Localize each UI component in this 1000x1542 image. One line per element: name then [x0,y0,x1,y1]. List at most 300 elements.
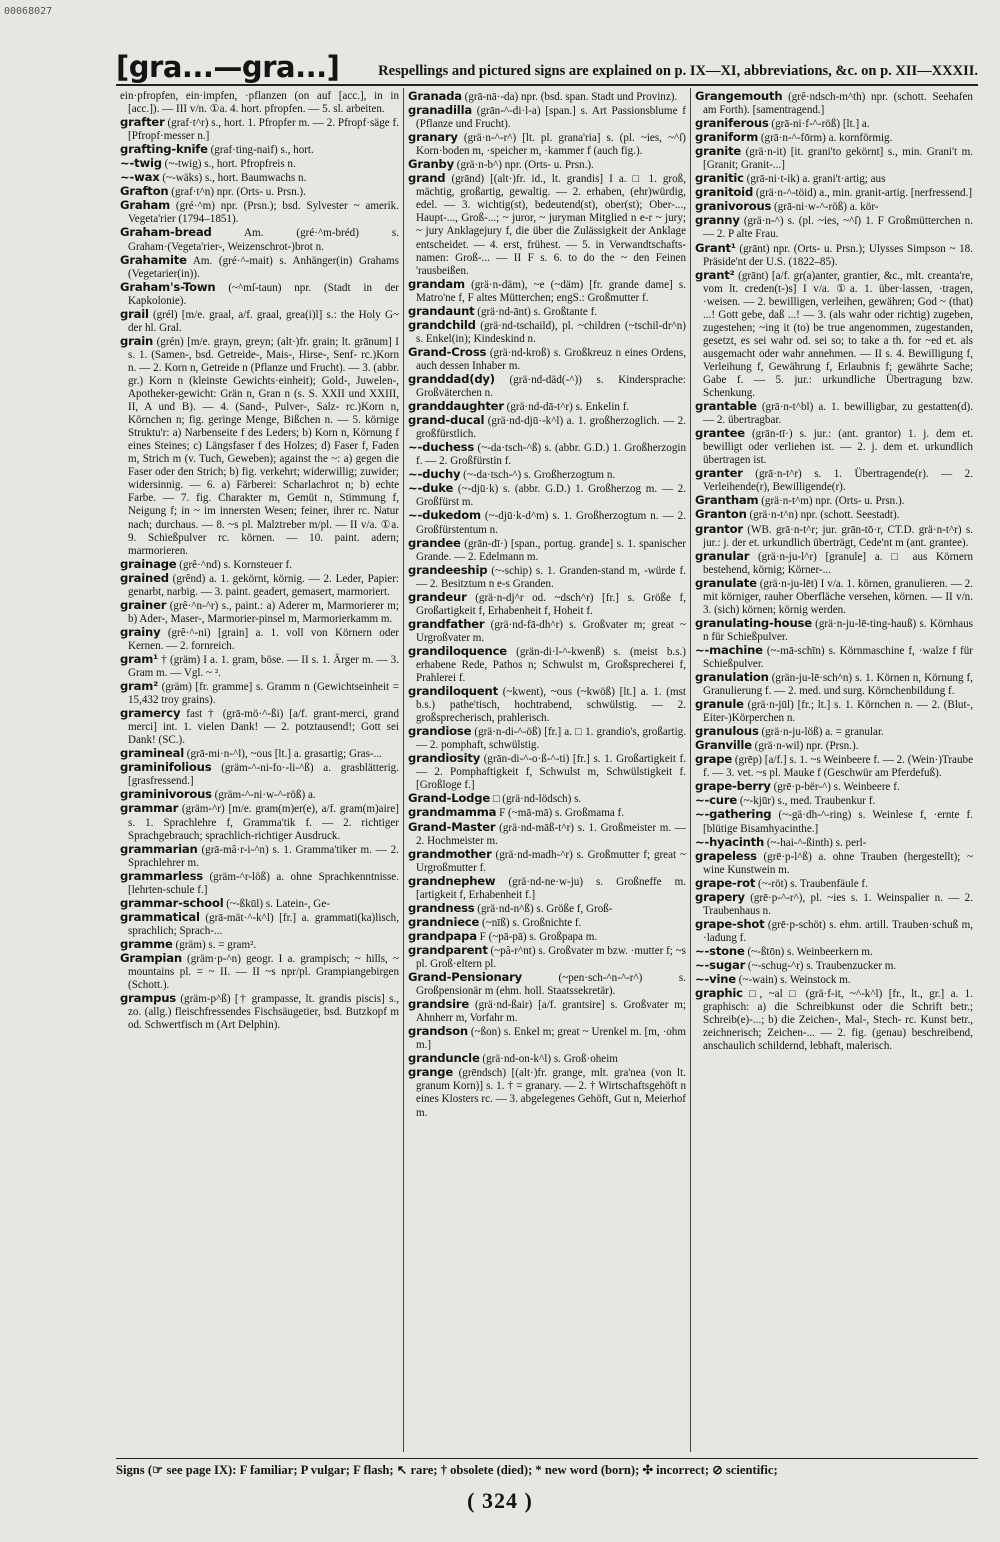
entry-headword: granule [695,697,744,712]
entry-headword: ~-hyacinth [695,834,765,849]
entry-text: (grānd) [(alt·)fr. id., lt. grandis] I a. □ 1. groß, mächtig, großartig, gewaltig. — 2. erhaben, (ehr)würdig, edel. — 3. wichtig(st), bedeutend(st), ober(st); Ober-..., Haupt-..., Groß-...; ~ juror, ~ juryman Mitglied n e-r ~ jury; ~ jury Anklagejury f, die über die Zulässigkeit der Anklage entscheidet. — 4. erst, frühest. — 5. in Verwandtschafts-namen: Groß-... — II F s. 6. to do the ~ den Feinen 'rausbeißen. [416,173,686,277]
entry-text: (grānt) npr. (Orts- u. Prsn.); Ulysses Simpson ~ 18. Präside'nt der U.S. (1822–85). [703,242,973,268]
entry-headword: ~-duke [408,481,454,496]
entry-headword: grandson [408,1024,468,1039]
entry-headword: ~-gathering [695,807,772,822]
entry-headword: gram² [120,679,158,694]
entry-headword: grammarian [120,841,198,856]
entry-text: (grä·n-dj^r od. ~dsch^r) [fr.] s. Größe f, Großartigkeit f, Erhabenheit f, Hoheit f. [416,591,686,617]
dictionary-entry [408,278,686,305]
entry-headword: granduncle [408,1051,480,1066]
entry-headword: Grantham [695,493,759,508]
dictionary-entry [695,617,973,644]
entry-headword: ~-machine [695,642,763,657]
entry-text: (~-wäks) s., hort. Baumwachs n. [162,172,307,185]
entry-text: (grén) [m/e. grayn, greyn; (alt·)fr. grain; lt. grānum] I s. 1. (Samen-, bsd. Getreide-, Mais-, Hirse-, Senf- rc.)Korn n. — 2. Korn n, Getreide n (Pflanze und Frucht). — 3. (abbr. gr.) Korn n (kleinste Gewichts·einheit); Gold-, Juwelen-, Apotheker-gewicht: Grän n, Gran n (s. S. XXII und XXIII, II, A und B). — 4. (Sand-, Pulver-, Salz- rc.)Korn n, Körnchen n; fig. geringe Menge, Bißchen n. — 5. körnige Struktu'r: a) Narbenseite f des Leders; b) Korn n, Körnung f eines Steines; c) Längsfaser f des Holzes; d) Faser f, Faden m, Strich m (v. Tuch, Geweben); against the ~: a) gegen die Faser oder den Strich; b) fig. verkehrt; widerwillig; zuwider; widersinnig. — 6. a) Färberei: Scharlachrot n; b) echte Farbe. — 7. fig. Charakter m, Gemüt n, Stimmung f, Neigung f; in ~ im innersten Wesen; feiner, ihrer rc. Natur nach; durchaus. — 8. ~s pl. Malztreber m/pl. — II v/a. ①a. 9. Schießpulver rc. körnen. — 10. paint. adern; marmorieren. [128,335,400,557]
dictionary-entry [695,494,973,508]
entry-headword: Granada [408,89,462,103]
entry-headword: grafter [120,115,165,130]
dictionary-entry [695,973,973,987]
entry-text: (grä·n-däm), ~e (~däm) [fr. grande dame] s. Matro'ne f, F altes Mütterchen; engS.: Großmutter f. [416,278,686,304]
entry-text: † (gräm) I a. 1. gram, böse. — II s. 1. Ärger m. — 3. Gram m. — Vgl. ~ ². [128,653,400,680]
entry-text: (gräm-^-ni·w-^-röß) a. [214,789,316,802]
entry-text: (grān-dī·) [span., portug. grande] s. 1. spanischer Grande. — 2. Edelmann m. [416,537,686,563]
dictionary-entry [695,850,973,877]
header-note: Respellings and pictured signs are explained on p. IX—XI, abbreviations, &c. on p. XII—XXXII. [378,63,978,79]
entry-text: (~-kjūr) s., med. Traubenkur f. [739,795,876,808]
dictionary-entry [408,509,686,536]
dictionary-entry [120,992,399,1032]
entry-text: (grä·n-t^n) npr. (schott. Seestadt). [749,509,900,522]
dictionary-entry [120,680,399,707]
dictionary-entry [120,802,399,842]
entry-text: (grä·n-^-töid) a., min. granit-artig. [nerfressend.] [755,187,973,200]
entry-headword: ~-wax [120,170,160,185]
entry-headword: ~-duchy [408,467,461,482]
entry-text: (grä·nd-däd(-^)) s. Kindersprache: Großväterchen n. [416,373,686,400]
entry-text: (gräm-^-ni-fo·-li-^ß) a. grasblätterig. [grasfressend.] [128,762,399,788]
dictionary-entry [120,143,399,157]
entry-text: (~-ßtōn) s. Weinbeerkern m. [747,945,873,958]
entry-text: (~pen·sch-^n-^-r^) s. Großpensionär m (ehm. holl. Staatssekretär). [416,972,686,998]
entry-headword: grammarless [120,868,203,883]
dictionary-entry [408,792,686,806]
entry-text: (~-schip) s. 1. Granden-stand m, -würde f. — 2. Besitztum n e-s Granden. [416,564,686,590]
dictionary-entry [695,918,973,945]
entry-headword: grafting-knife [120,142,208,157]
dictionary-entry [408,902,686,916]
entry-text: (grä·n-ju-lēt) I v/a. 1. körnen, granulieren. — 2. mit körniger, rauher Oberfläche versehen, körnen. — II v/n. 3. (sich) körnen; körnig werden. [703,577,973,616]
entry-headword: ~-stone [695,943,745,958]
entry-text: F (~mā-mā) s. Großmama f. [499,807,624,820]
entry-text: (grä·n-ju-lē-ting-hauß) s. Körnhaus n für Schießpulver. [703,617,973,643]
entry-headword: grandparent [408,942,488,957]
entry-headword: grandeeship [408,562,488,577]
entry-text: (grānt) [a/f. gr(a)anter, grantier, &c., mlt. creanta're, vom lt. creden(t-)s] I v/a. ①a. 1. über·lassen, ·tragen, ·weisen. — 2. bewilligen, verleihen, gewähren; God ~ (that) ...! Gott gebe, daß ...! — 3. (als wahr oder richtig) zugeben, zugestehen; ~ing it (to) be true angenommen, zugestanden, gesetzt, es sei wahr od. sei so; to take a th. for ~ed et. als ausgemacht oder wahr annehmen. — II s. 4. Bewilligung f, Verleihung f, Gewährung f, Erlaubnis f; gewährte Sache; Gabe f. — 5. jur.: urkundliche Übertragung bzw. Schenkung. [703,269,973,400]
entry-headword: ~-cure [695,793,738,808]
dictionary-entry [120,870,399,897]
entry-text: (grā-ni·f-^-röß) [lt.] a. [771,118,870,131]
dictionary-entry [408,930,686,944]
entry-text: (grä·nd-fā-dh^r) s. Großvater m; great ~ Urgroßvater m. [416,618,686,644]
page-number: ( 324 ) [467,1488,533,1513]
entry-text: (gräm-^r) [m/e. gram(m)er(e), a/f. gram(m)aire] s. 1. Sprachlehre f, Gramma'tik f. — 2. richtiger Sprachgebrauch; sprachlich-richtiger Ausdruck. [128,803,399,842]
entry-text: (grä·n-ju-löß) a. = granular. [761,726,884,739]
entry-headword: Grand-Master [408,819,496,834]
entry-text: (grā-nā·-da) npr. (bsd. span. Stadt und Provinz). [464,91,678,103]
entry-headword: grandeur [408,589,467,604]
entry-text: (~^mſ-taun) npr. (Stadt in der Kapkolonie). [128,281,399,307]
entry-text: (grē·p-l^ß) a. ohne Trauben (hergestellt); ~ wine Kunstwein m. [703,850,973,876]
dictionary-entry [120,199,399,226]
dictionary-entry [120,116,399,143]
dictionary-entry [120,626,399,653]
dictionary-entry [695,145,973,172]
entry-text: (grä·nd-dā-t^r) s. Enkelin f. [506,401,630,414]
entry-text: (~-röt) s. Traubenfäule f. [758,877,868,890]
entry-text: (grä·nd-ānt) s. Großtante f. [477,305,598,318]
entry-headword: gram¹ [120,651,158,666]
entry-text: (~kwent), ~ous (~kwöß) [lt.] a. 1. (mst b.s.) pathe'tisch, hochtrabend, schwülstig. — 2. großsprecherisch, prahlerisch. [416,686,686,725]
dictionary-entry [695,577,973,617]
entry-headword: gramme [120,936,173,951]
entry-text: (grä·nd-n^ß) s. Größe f, Groß- [477,902,613,915]
dictionary-entry [695,753,973,780]
entry-text: (grā-mâ·r-i-^n) s. 1. Gramma'tiker m. — 2. Sprachlehrer m. [128,843,400,869]
entry-text: F (~pā-pā) s. Großpapa m. [479,930,598,943]
entry-headword: grandsire [408,997,470,1012]
dictionary-entry [408,172,686,277]
entry-text: (~-twig) s., hort. Pfropfreis n. [164,158,296,171]
dictionary-entry [695,725,973,739]
dictionary-entry [695,200,973,214]
dictionary-entry [120,938,399,952]
entry-text: (grā·n-^-fōrm) a. kornförmig. [760,132,893,145]
dictionary-entry [120,558,399,572]
entry-text: (grê·^n-^r) s., paint.: a) Aderer m, Marmorierer m; b) Ader-, Maser-, Marmorier-pinsel m, Marmorierkamm m. [128,599,400,625]
dictionary-entry [695,794,973,808]
dictionary-entry [120,335,399,558]
entry-headword: grant² [695,267,735,282]
entry-text: (grä·nd-tschaild), pl. ~children (~tschil-dr^n) s. Enkel(in); Kindeskind n. [416,319,686,345]
dictionary-entry [695,671,973,698]
dictionary-entry [408,591,686,618]
entry-headword: Granton [695,507,747,522]
entry-text: (grā·n-t^r) s. 1. Übertragende(r). — 2. Verleihende(r), Bewilligende(r). [703,468,974,494]
dictionary-entry [695,523,973,550]
entry-headword: grandchild [408,317,476,332]
dictionary-entry [408,158,686,172]
entry-headword: grail [120,306,149,321]
entry-headword: grandpapa [408,928,477,943]
dictionary-entry [695,808,973,835]
dictionary-entry [695,214,973,241]
entry-headword: grandmamma [408,805,497,820]
entry-text: (grä·nd-madh-^r) s. Großmutter f; great ~ Urgroßmutter f. [416,848,686,874]
entry-headword: grandaunt [408,303,475,318]
entry-headword: gramineal [120,746,185,761]
entry-text: (grä·nd-māß-t^r) s. 1. Großmeister m. — 2. Hochmeister m. [416,821,686,847]
dictionary-entry [408,414,686,441]
page-id: 00068027 [4,6,53,17]
entry-text: (grä·nd-on-k^l) s. Groß·oheim [482,1053,618,1066]
entry-headword: Grahamite [120,252,187,267]
entry-text: (grä·nd-ne·w-ju) s. Großneffe m. [artigkeit f, Erhabenheit f.] [416,875,687,901]
dictionary-entry [408,319,686,346]
entry-text: (graf·t^n) npr. (Orts- u. Prsn.). [171,186,306,199]
dictionary-entry [695,836,973,850]
entry-headword: grain [120,333,154,348]
dictionary-entry [695,186,973,200]
entry-headword: grandness [408,900,475,915]
entry-headword: grampus [120,991,176,1006]
header-range: [gra...—gra...] [116,50,340,84]
entry-headword: granddaughter [408,399,504,414]
entry-text: (~-hai-^-ßinth) s. perl- [766,836,867,849]
entry-headword: Granville [695,738,752,753]
entry-headword: grained [120,570,169,585]
column-3 [690,88,977,1452]
dictionary-entry [120,843,399,870]
entry-headword: grand-ducal [408,413,485,428]
entry-headword: graminivorous [120,787,212,802]
entry-text: (grēndsch) [(alt·)fr. grange, mlt. gra'nea (von lt. granum Korn)] s. 1. † = granary. — 2. † Wirtschaftsgehöft n eines Klosters rc. — 3. abgelegenes Gehöft, Gut n, Meierhof m. [416,1067,686,1119]
entry-text: (graf·t^r) s., hort. 1. Pfropfer m. — 2. Pfropf·säge f. [Pfropf·messer n.] [128,117,400,143]
dictionary-entry [120,254,399,281]
entry-headword: grape-berry [695,779,771,794]
entry-text: (grä·nd-djū·-k^l) a. 1. großherzoglich. — 2. großfürstlich. [416,415,686,441]
entry-headword: grandiloquence [408,643,507,658]
dictionary-entry [408,1066,686,1119]
entry-headword: Grampian [120,951,182,965]
dictionary-entry [120,599,399,626]
dictionary-entry [408,685,686,725]
entry-text: (~-djū·k) s. (abbr. G.D.) 1. Großherzog m. — 2. Großfürst m. [416,483,686,509]
entry-text: (grê·ndsch-m^th) npr. (schott. Seehafen am Forth). [samentragend.] [703,91,973,117]
entry-text: (grän-ju-lē·sch^n) s. 1. Körnen n, Körnung f, Granulierung f. — 2. med. und surg. Körnchenbildung f. [703,672,973,698]
column-2 [403,88,690,1452]
entry-text: (gräm·p-^n) geogr. I a. grampisch; ~ hills, ~ mountains pl. = ~ II. — II ~s npr/pl. Grampiangebirgen (Schott.). [128,953,399,992]
dictionary-entry [408,400,686,414]
entry-text: (gräm-^r-löß) a. ohne Sprachkenntnisse. [lehrten-schule f.] [128,870,399,896]
dictionary-entry [408,537,686,564]
dictionary-entry [695,698,973,725]
entry-headword: ~-vine [695,972,736,987]
dictionary-entry [695,427,973,467]
entry-headword: granular [695,548,750,563]
entry-text: (graf·ting-naif) s., hort. [210,144,314,157]
entry-headword: ~-duchess [408,440,475,455]
dictionary-entry [695,877,973,891]
dictionary-entry [408,305,686,319]
entry-headword: graniform [695,130,759,145]
entry-text: (grê·^nd) s. Kornsteuer f. [179,558,292,571]
dictionary-entry [408,998,686,1025]
entry-headword: Graham-bread [120,225,212,240]
entry-headword: grapery [695,889,745,904]
dictionary-entry [120,653,399,680]
entry-text: (grä·n-it) [it. grani'to gekörnt] s., min. Grani't m. [Granit; Granit-...] [703,146,973,172]
entry-headword: grandam [408,276,465,291]
entry-headword: grandniece [408,914,480,929]
entry-text: (~-da·tsch-^ß) s. (abbr. G.D.) 1. Großherzogin f. — 2. Großfürstin f. [416,442,686,468]
entry-headword: grandiose [408,724,472,739]
entry-headword: granddad(dy) [408,371,495,386]
dictionary-entry [695,172,973,186]
dictionary-entry [695,400,973,427]
entry-headword: grange [408,1065,454,1080]
entry-text: (grān-di-^-o·ß-^-ti) [fr.] s. 1. Großartigkeit f. — 2. Pomphaftigkeit f, Schwulst m, Schwülstigkeit f. [Großloge f.] [416,753,686,792]
entry-headword: grammatical [120,909,200,924]
entry-headword: ~-sugar [695,958,746,972]
dictionary-columns [116,88,978,1452]
entry-headword: ~-dukedom [408,508,481,523]
entry-headword: Grangemouth [695,89,783,103]
dictionary-entry [695,117,973,131]
entry-text: (~-gä·dh-^-ring) s. Weinlese f, ·ernte f. [blütige Bisamhyacinthe.] [703,809,973,835]
entry-text: (grē·p-^-r^), pl. ~ies s. 1. Weinspalier n. — 2. Traubenhaus n. [703,891,973,917]
entry-headword: granadilla [408,103,472,118]
entry-headword: granivorous [695,199,772,214]
entry-text: Am. (gré·^-mait) s. Anhänger(in) Grahams (Vegetarier(in)). [128,254,399,280]
dictionary-entry [408,1052,686,1066]
entry-headword: Grand-Pensionary [408,970,523,985]
dictionary-entry [695,508,973,522]
entry-text: (~nīß) s. Großnichte f. [482,916,582,929]
dictionary-entry [408,468,686,482]
dictionary-entry [408,90,686,104]
column-1 [116,88,403,1452]
entry-text: (grä·n-wil) npr. (Prsn.). [754,740,859,753]
dictionary-entry [120,90,399,116]
entry-headword: Grand-Cross [408,344,487,359]
dictionary-entry [120,185,399,199]
entry-headword: grandmother [408,846,492,861]
entry-headword: Grand-Lodge [408,791,491,806]
dictionary-entry [408,131,686,158]
dictionary-entry [120,761,399,788]
dictionary-entry [408,1025,686,1052]
dictionary-entry [695,891,973,918]
entry-headword: grandiosity [408,751,481,766]
dictionary-entry [120,572,399,599]
dictionary-entry [408,564,686,591]
entry-headword: grape-shot [695,916,765,931]
entry-headword: grantor [695,521,743,536]
dictionary-entry [408,848,686,875]
dictionary-entry [408,971,686,998]
entry-headword: granter [695,466,743,481]
entry-headword: granulous [695,724,759,739]
entry-text: (~-wain) s. Weinstock m. [738,974,851,987]
entry-text: (gräm) s. = gram². [175,938,257,951]
entry-text: (grān-tī·) s. jur.: (ant. grantor) 1. j. dem et. bewilligt oder verliehen ist. — 2. j. dem et. urkundlich übertragen ist. [703,428,973,467]
entry-text: (grä·n-^-r^) [lt. pl. grana'ria] s. (pl. ~ies, ~^ſ) Korn·boden m, ·speicher m, ·kammer f (auch fig.). [416,132,686,158]
entry-headword: grand [408,171,446,186]
dictionary-entry [120,308,399,335]
entry-text: (gré·^m) npr. (Prsn.); bsd. Sylvester ~ amerik. Vegeta'rier (1794–1851). [128,200,399,226]
entry-text: (grél) [m/e. graal, a/f. graal, grea(i)l] s.: the Holy G~ der hl. Gral. [128,308,399,334]
entry-text: (grä·n-di-^-öß) [fr.] a. □ 1. grandio's, großartig. — 2. pomphaft, schwülstig. [416,726,686,752]
entry-text: (gräm-p^ß) [† grampasse, lt. grandis piscis] s., zo. (allg.) fleischfressendes Fischsäugetier, bsd. Butzkopf m od. Schwertfisch m (Art Delphin). [128,993,399,1032]
entry-headword: grainer [120,597,167,612]
entry-headword: granulating-house [695,615,812,630]
entry-headword: granulation [695,670,769,685]
entry-text: (grä·n-t^m) npr. (Orts- u. Prsn.). [761,495,905,508]
entry-headword: Granby [408,157,454,172]
entry-headword: granitoid [695,185,754,200]
dictionary-entry [695,467,973,494]
entry-text: (~-mā-schīn) s. Körnmaschine f, ·walze f für Schießpulver. [703,644,973,670]
entry-headword: grapeless [695,848,757,863]
entry-text: (grā-ni·t-ik) a. grani't·artig; aus [746,173,886,186]
entry-text: (~-schug-^r) s. Traubenzucker m. [747,960,897,972]
dictionary-entry [695,550,973,577]
entry-headword: granulate [695,575,757,590]
entry-text: (~-ßkūl) s. Latein-, Ge- [226,897,330,910]
dictionary-entry [408,104,686,131]
entry-headword: grainy [120,624,161,639]
dictionary-entry [408,441,686,468]
entry-text: (WB. grā·n-t^r; jur. grān-tō·r, CT.D. grä·n-t^r) s. jur.: j. der et. urkundlich überträgt, Cede'nt m (ant. grantee). [703,523,973,549]
dictionary-entry [695,739,973,753]
entry-headword: granary [408,130,458,145]
entry-headword: grantable [695,399,757,414]
entry-headword: grammar-school [120,895,224,910]
dictionary-entry [120,171,399,185]
entry-text: (grä·nd-kroß) s. Großkreuz n eines Ordens, auch dessen Inhaber m. [416,346,686,372]
entry-headword: grammar [120,801,179,816]
dictionary-entry [408,916,686,930]
dictionary-entry [695,644,973,671]
entry-headword: granny [695,213,740,228]
entry-text: (~ßon) s. Enkel m; great ~ Urenkel m. [m, ·ohm m.] [416,1026,686,1052]
entry-text: (grä·n-ju-l^r) [granule] a. □ aus Körnern bestehend, körnig; Körner-... [703,550,973,576]
entry-text: (grē·p-schöt) s. ehm. artill. Trauben·schuß m, ·ladung f. [703,918,973,944]
dictionary-entry [408,875,686,902]
entry-text: (grê·^-ni) [grain] a. 1. voll von Körnern oder Kernen. — 2. fornreich. [128,626,399,652]
entry-text: (grā·n-t^bl) a. 1. bewilligbar, zu gestatten(d). — 2. übertragbar. [703,401,973,427]
entry-headword: Grant¹ [695,240,736,255]
dictionary-entry [120,707,399,747]
entry-text: (grā-mät·^-k^l) [fr.] a. grammati(ka)lisch, sprachlich; Sprach-... [128,911,399,937]
entry-headword: Graham [120,198,171,213]
dictionary-entry [408,373,686,400]
dictionary-entry [408,346,686,373]
entry-text: (grä·nd-ßair) [a/f. grantsire] s. Großvater m; Ahnherr m, Vorfahr m. [416,999,686,1025]
dictionary-entry [408,752,686,792]
entry-text: (grēp) [a/f.] s. 1. ~s Weinbeere f. — 2. (Wein·)Traube f. — 3. vet. ~s pl. Mauke f (Geschwür am Pferdefuß). [703,754,973,780]
dictionary-entry [120,911,399,938]
entry-headword: grandiloquent [408,684,498,699]
entry-text: (grä·n-b^) npr. (Orts- u. Prsn.). [456,159,594,172]
entry-headword: granite [695,144,742,159]
entry-text: (gräm) [fr. gramme] s. Gramm n (Gewichtseinheit = 15,432 troy grains). [128,681,399,707]
entry-text: Am. (gré·^m-bréd) s. Graham·(Vegeta'rier-, Weizenschrot-)brot n. [128,227,399,253]
entry-headword: grandnephew [408,873,496,888]
entry-headword: ~-twig [120,156,162,171]
entry-headword: grandee [408,535,461,550]
entry-headword: grainage [120,556,177,571]
dictionary-entry [120,281,399,308]
entry-text: □, ~al □ (grä·f-it, ~^-k^l) [fr., lt., gr.] a. 1. graphisch: a) die Schreibkunst oder die Schrift betr.; Schreib(e)-...; b) die Zeichen-, Mal-, Stech- rc. Kunst betr., zeichnerisch; Zeichen-... — 2. fig. (genau) beschreibend, anschaulich schildernd, lebhaft, malerisch. [703,988,973,1053]
entry-text: (grä·n-jūl) [fr.; lt.] s. 1. Körnchen n. — 2. (Blut-, Eiter-)Körperchen n. [703,699,973,725]
entry-text: ein·pfropfen, ein·impfen, ·pflanzen (on auf [acc.], in in [acc.]). — III v/n. ①a. 4. hort. pfropfen. — 5. sl. arbeiten. [120,90,399,116]
dictionary-entry [408,821,686,848]
dictionary-entry [695,945,973,959]
entry-headword: gramercy [120,706,181,721]
entry-text: fast † (grā-mö·^-ßi) [a/f. grant-merci, grand merci] int. 1. vielen Dank! — 2. potztausend!; Gott sei Dank! (SC.). [128,708,399,747]
dictionary-entry [120,747,399,761]
dictionary-entry [695,987,973,1053]
dictionary-entry [695,959,973,973]
entry-text: □ (grä·nd-lödsch) s. [492,793,582,806]
entry-headword: Graham's-Town [120,279,216,294]
entry-headword: grape [695,752,733,767]
dictionary-entry [408,618,686,645]
entry-headword: graniferous [695,116,769,131]
dictionary-entry [408,944,686,971]
dictionary-entry [120,226,399,253]
dictionary-entry [695,90,973,117]
entry-text: (grän-di·l-^-kwenß) s. (meist b.s.) erhabene Rede, Pathos n; Schwulst m, Großsprecherei f, Prahlerei f. [416,645,686,685]
entry-text: (grä·n-^) s. (pl. ~ies, ~^ſ) 1. F Großmütterchen n. — 2. P alte Frau. [703,215,973,241]
dictionary-entry [120,952,399,992]
page-header [116,44,978,86]
entry-headword: grantee [695,426,745,441]
dictionary-entry [695,780,973,794]
entry-text: (~pâ-r^nt) s. Großvater m bzw. ·mutter f; ~s pl. Groß·eltern pl. [416,944,686,970]
